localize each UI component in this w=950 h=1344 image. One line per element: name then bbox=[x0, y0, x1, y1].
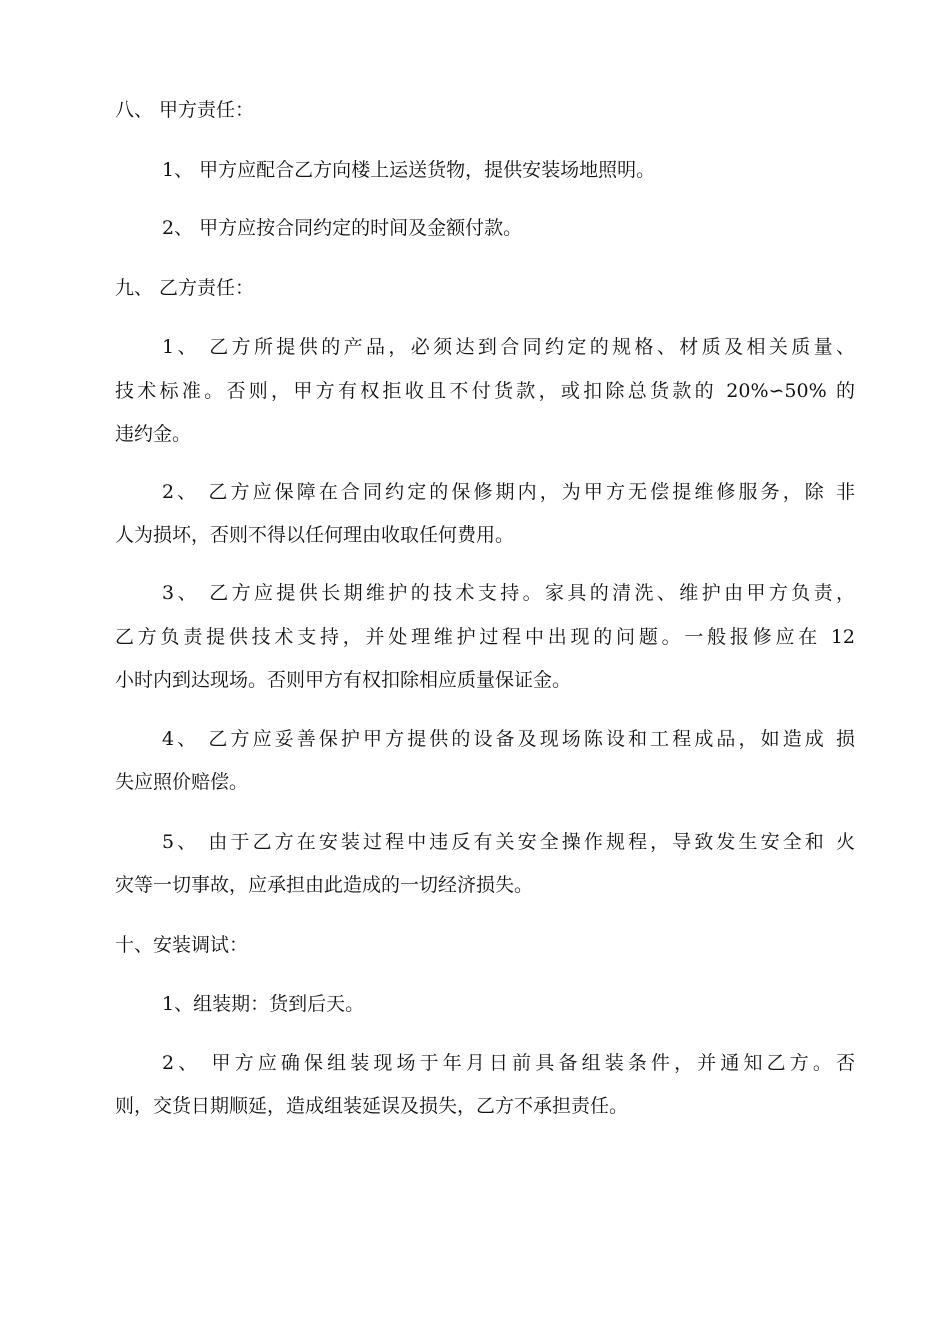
paragraph-line: 5、 由于乙方在安装过程中违反有关安全操作规程，导致发生安全和 火 bbox=[162, 831, 855, 853]
paragraph-line: 1、 甲方应配合乙方向楼上运送货物，提供安装场地照明。 bbox=[162, 159, 656, 181]
paragraph-line: 人为损坏，否则不得以任何理由收取任何费用。 bbox=[115, 524, 515, 546]
paragraph-line: 违约金。 bbox=[115, 423, 192, 445]
paragraph-line: 4、 乙方应妥善保护甲方提供的设备及现场陈设和工程成品，如造成 损 bbox=[162, 728, 855, 750]
paragraph-line: 2、 甲方应确保组装现场于年月日前具备组装条件，并通知乙方。否 bbox=[162, 1052, 855, 1074]
paragraph-line: 1、 乙方所提供的产品，必须达到合同约定的规格、材质及相关质量、 bbox=[162, 336, 855, 358]
section-heading: 八、 甲方责任： bbox=[115, 99, 255, 121]
paragraph-line: 2、 乙方应保障在合同约定的保修期内，为甲方无偿提维修服务，除 非 bbox=[162, 481, 855, 503]
section-heading: 九、 乙方责任： bbox=[115, 277, 255, 299]
paragraph-line: 则，交货日期顺延，造成组装延误及损失，乙方不承担责任。 bbox=[115, 1095, 629, 1117]
paragraph-line: 3、 乙方应提供长期维护的技术支持。家具的清洗、维护由甲方负责， bbox=[162, 582, 855, 604]
paragraph-line: 小时内到达现场。否则甲方有权扣除相应质量保证金。 bbox=[115, 669, 572, 691]
paragraph-line: 1、组装期：货到后天。 bbox=[162, 993, 365, 1015]
paragraph-line: 失应照价赔偿。 bbox=[115, 771, 249, 793]
paragraph-line: 乙方负责提供技术支持，并处理维护过程中出现的问题。一般报修应在 12 bbox=[115, 626, 855, 648]
paragraph-line: 技术标准。否则，甲方有权拒收且不付货款，或扣除总货款的 20%∽50% 的 bbox=[115, 380, 855, 402]
paragraph-line: 灾等一切事故，应承担由此造成的一切经济损失。 bbox=[115, 874, 534, 896]
paragraph-line: 2、 甲方应按合同约定的时间及金额付款。 bbox=[162, 217, 523, 239]
section-heading: 十、安装调试： bbox=[115, 934, 249, 956]
